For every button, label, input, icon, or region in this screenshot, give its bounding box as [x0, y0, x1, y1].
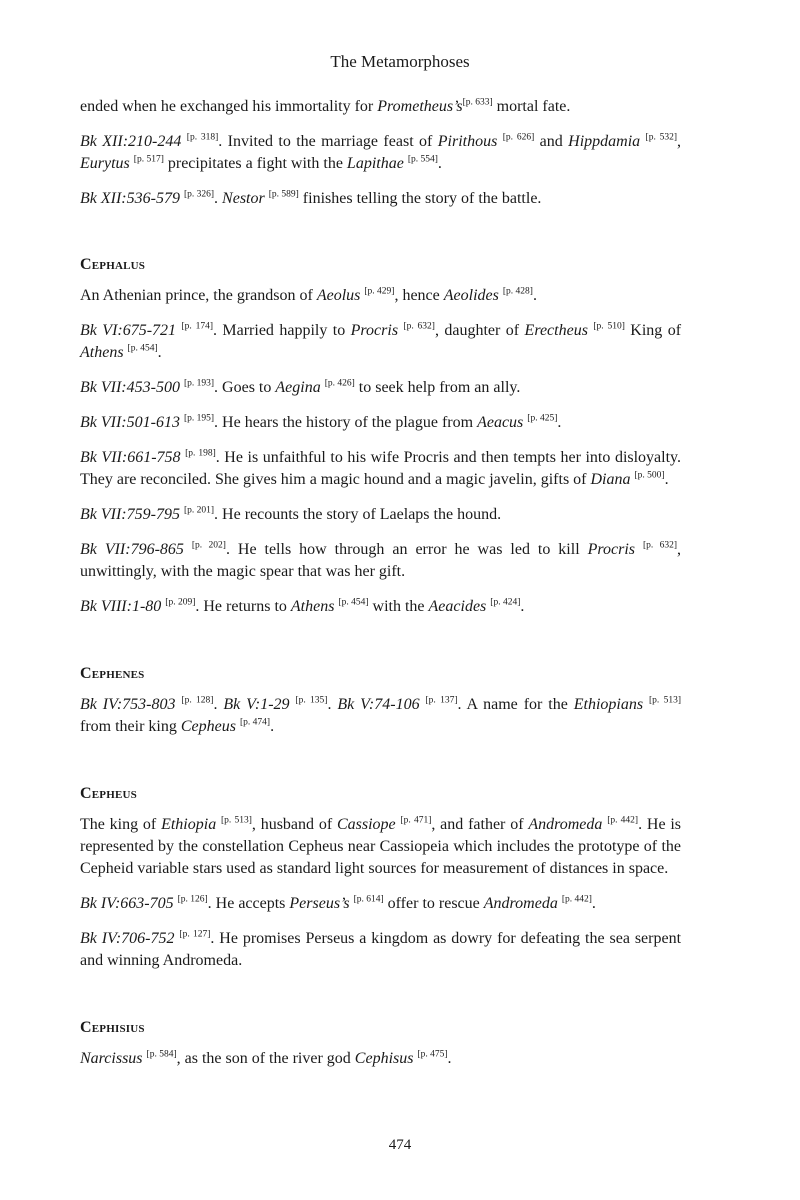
page-ref[interactable]: [p. 174] — [181, 321, 213, 332]
cross-reference-link[interactable]: Athens — [80, 344, 124, 361]
cross-reference-link[interactable]: Aeolides — [443, 287, 499, 304]
entry-paragraph: Bk VII:796-865 [p. 202]. He tells how through an error he was led to kill Procris [p. 632], unwittingly, with the magic spear that was her gift. — [80, 540, 682, 580]
entry-heading-cepheus: Cepheus — [80, 785, 137, 802]
page-ref[interactable]: [p. 471] — [400, 815, 432, 826]
cross-reference-link[interactable]: Aeacus — [477, 414, 524, 431]
entry-paragraph: Bk IV:663-705 [p. 126]. He accepts Perseus’s [p. 614] offer to rescue Andromeda [p. 442]. — [80, 894, 596, 912]
cross-reference-link[interactable]: Pirithous — [437, 133, 498, 150]
page-ref[interactable]: [p. 517] — [133, 154, 164, 165]
cross-reference-link[interactable]: Aegina — [275, 379, 321, 396]
book-reference[interactable]: Bk V:1-29 — [223, 696, 290, 713]
cross-reference-link[interactable]: Andromeda — [528, 816, 603, 833]
entry-paragraph: Bk XII:210-244 [p. 318]. Invited to the marriage feast of Pirithous [p. 626] and Hippdamia [p. 532], Eurytus [p. 517] precipitates a fight with the Lapithae [p. 554]. — [80, 132, 682, 172]
cross-reference-link[interactable]: Perseus’s — [289, 895, 350, 912]
page-body — [80, 96, 681, 1083]
entry-paragraph: Bk VII:453-500 [p. 193]. Goes to Aegina [p. 426] to seek help from an ally. — [80, 378, 521, 396]
cross-reference-link[interactable]: Andromeda — [483, 895, 558, 912]
book-reference[interactable]: Bk VII:661-758 — [80, 449, 181, 466]
book-reference[interactable]: Bk VII:453-500 — [80, 379, 180, 396]
entry-heading-cephenes: Cephenes — [80, 665, 145, 682]
book-reference[interactable]: Bk V:74-106 — [337, 696, 420, 713]
page-number: 474 — [388, 1137, 412, 1153]
cross-reference-link[interactable]: Lapithae — [346, 155, 404, 172]
page-ref[interactable]: [p. 626] — [502, 132, 535, 143]
page-ref[interactable]: [p. 584] — [146, 1049, 177, 1060]
entry-paragraph: An Athenian prince, the grandson of Aeolus [p. 429], hence Aeolides [p. 428]. — [80, 286, 537, 304]
entry-paragraph: Bk IV:706-752 [p. 127]. He promises Perseus a kingdom as dowry for defeating the sea serpent and winning Andromeda. — [80, 929, 682, 969]
page-ref[interactable]: [p. 554] — [407, 154, 438, 165]
entry-paragraph: Narcissus [p. 584], as the son of the river god Cephisus [p. 475]. — [80, 1049, 452, 1067]
cross-reference-link[interactable]: Procris — [587, 541, 636, 558]
book-reference[interactable]: Bk XII:536-579 — [80, 190, 180, 207]
cross-reference-link[interactable]: Aeacides — [428, 598, 487, 615]
page-ref[interactable]: [p. 209] — [165, 597, 196, 608]
book-reference[interactable]: Bk VII:759-795 — [80, 506, 180, 523]
page-ref[interactable]: [p. 442] — [607, 815, 639, 826]
page-ref[interactable]: [p. 128] — [181, 695, 214, 706]
page-ref[interactable]: [p. 425] — [527, 413, 558, 424]
entry-paragraph: Bk VII:759-795 [p. 201]. He recounts the story of Laelaps the hound. — [80, 505, 502, 523]
page-ref[interactable]: [p. 137] — [425, 695, 458, 706]
page-ref[interactable]: [p. 474] — [239, 717, 271, 728]
page-ref[interactable]: [p. 318] — [186, 132, 219, 143]
cross-reference-link[interactable]: Cepheus — [180, 718, 236, 735]
page-ref[interactable]: [p. 424] — [490, 597, 521, 608]
book-reference[interactable]: Bk VIII:1-80 — [80, 598, 162, 615]
cross-reference-link[interactable]: Nestor — [222, 190, 265, 207]
page-ref[interactable]: [p. 513] — [221, 815, 252, 826]
page-ref[interactable]: [p. 442] — [561, 894, 592, 905]
cross-reference-link[interactable]: Eurytus — [80, 155, 130, 172]
page-ref[interactable]: [p. 513] — [649, 695, 682, 706]
page-ref[interactable]: [p. 510] — [593, 321, 625, 332]
cross-reference-link[interactable]: Athens — [290, 598, 335, 615]
cross-reference-link[interactable]: Ethiopia — [161, 816, 217, 833]
cross-reference-link[interactable]: Prometheus’s — [377, 98, 463, 115]
book-reference[interactable]: Bk VII:796-865 — [80, 541, 184, 558]
book-reference[interactable]: Bk XII:210-244 — [80, 133, 182, 150]
page-ref[interactable]: [p. 127] — [179, 929, 211, 940]
page-ref[interactable]: [p. 614] — [353, 894, 384, 905]
cross-reference-link[interactable]: Cassiope — [336, 816, 396, 833]
page-ref[interactable]: [p. 126] — [177, 894, 208, 905]
page-ref[interactable]: [p. 633] — [462, 97, 493, 108]
cross-reference-link[interactable]: Aeolus — [316, 287, 361, 304]
book-reference[interactable]: Bk VI:675-721 — [80, 322, 177, 339]
entry-paragraph: Bk VI:675-721 [p. 174]. Married happily to Procris [p. 632], daughter of Erectheus [p. 510] King of Athens [p. 454]. — [80, 321, 682, 361]
page-ref[interactable]: [p. 632] — [403, 321, 435, 332]
book-reference[interactable]: Bk IV:706-752 — [80, 930, 175, 947]
page-ref[interactable]: [p. 454] — [127, 343, 158, 354]
page-ref[interactable]: [p. 475] — [417, 1049, 448, 1060]
page-ref[interactable]: [p. 326] — [183, 189, 215, 200]
entry-paragraph: Bk IV:753-803 [p. 128]. Bk V:1-29 [p. 135]. Bk V:74-106 [p. 137]. A name for the Ethiopians [p. 513] from their king Cepheus [p. 474]. — [80, 695, 682, 735]
cross-reference-link[interactable]: Ethiopians — [573, 696, 644, 713]
cross-reference-link[interactable]: Cephisus — [354, 1050, 414, 1067]
page-ref[interactable]: [p. 426] — [324, 378, 355, 389]
cross-reference-link[interactable]: Erectheus — [524, 322, 588, 339]
cross-reference-link[interactable]: Diana — [590, 471, 631, 488]
book-reference[interactable]: Bk IV:663-705 — [80, 895, 174, 912]
entry-paragraph: Bk VII:501-613 [p. 195]. He hears the history of the plague from Aeacus [p. 425]. — [80, 413, 562, 431]
page-ref[interactable]: [p. 195] — [183, 413, 215, 424]
cross-reference-link[interactable]: Procris — [350, 322, 399, 339]
book-reference[interactable]: Bk VII:501-613 — [80, 414, 180, 431]
page-ref[interactable]: [p. 201] — [183, 505, 215, 516]
page-ref[interactable]: [p. 532] — [645, 132, 678, 143]
page-ref[interactable]: [p. 135] — [295, 695, 328, 706]
page-ref[interactable]: [p. 500] — [634, 470, 665, 481]
page-ref[interactable]: [p. 589] — [268, 189, 299, 200]
entry-paragraph: Bk VIII:1-80 [p. 209]. He returns to Athens [p. 454] with the Aeacides [p. 424]. — [80, 597, 525, 615]
entry-paragraph: The king of Ethiopia [p. 513], husband of Cassiope [p. 471], and father of Andromeda [p. 442]. He is represented by the constellation Cepheus near Cassiopeia which includes the prototype of the Cepheid variable stars used as standard light sources for measurement of distances in space. — [80, 815, 682, 877]
entry-paragraph: Bk VII:661-758 [p. 198]. He is unfaithful to his wife Procris and then tempts her into disloyalty. They are reconciled. She gives him a magic hound and a magic javelin, gifts of Diana [p. 500]. — [80, 448, 682, 488]
entry-paragraph: ended when he exchanged his immortality for Prometheus’s[p. 633] mortal fate. — [80, 97, 571, 115]
entry-paragraph: Bk XII:536-579 [p. 326]. Nestor [p. 589] finishes telling the story of the battle. — [80, 189, 542, 207]
page-ref[interactable]: [p. 428] — [502, 286, 533, 297]
page-ref[interactable]: [p. 632] — [642, 540, 678, 551]
page-ref[interactable]: [p. 454] — [338, 597, 369, 608]
page-ref[interactable]: [p. 429] — [364, 286, 395, 297]
book-reference[interactable]: Bk IV:753-803 — [80, 696, 176, 713]
page-ref[interactable]: [p. 202] — [191, 540, 226, 551]
entry-heading-cephalus: Cephalus — [80, 256, 146, 273]
running-header: The Metamorphoses — [330, 52, 470, 71]
page-ref[interactable]: [p. 198] — [185, 448, 216, 459]
entry-heading-cephisius: Cephisius — [80, 1019, 145, 1036]
cross-reference-link[interactable]: Hippdamia — [568, 133, 641, 150]
page-ref[interactable]: [p. 193] — [183, 378, 215, 389]
cross-reference-link[interactable]: Narcissus — [80, 1050, 143, 1067]
